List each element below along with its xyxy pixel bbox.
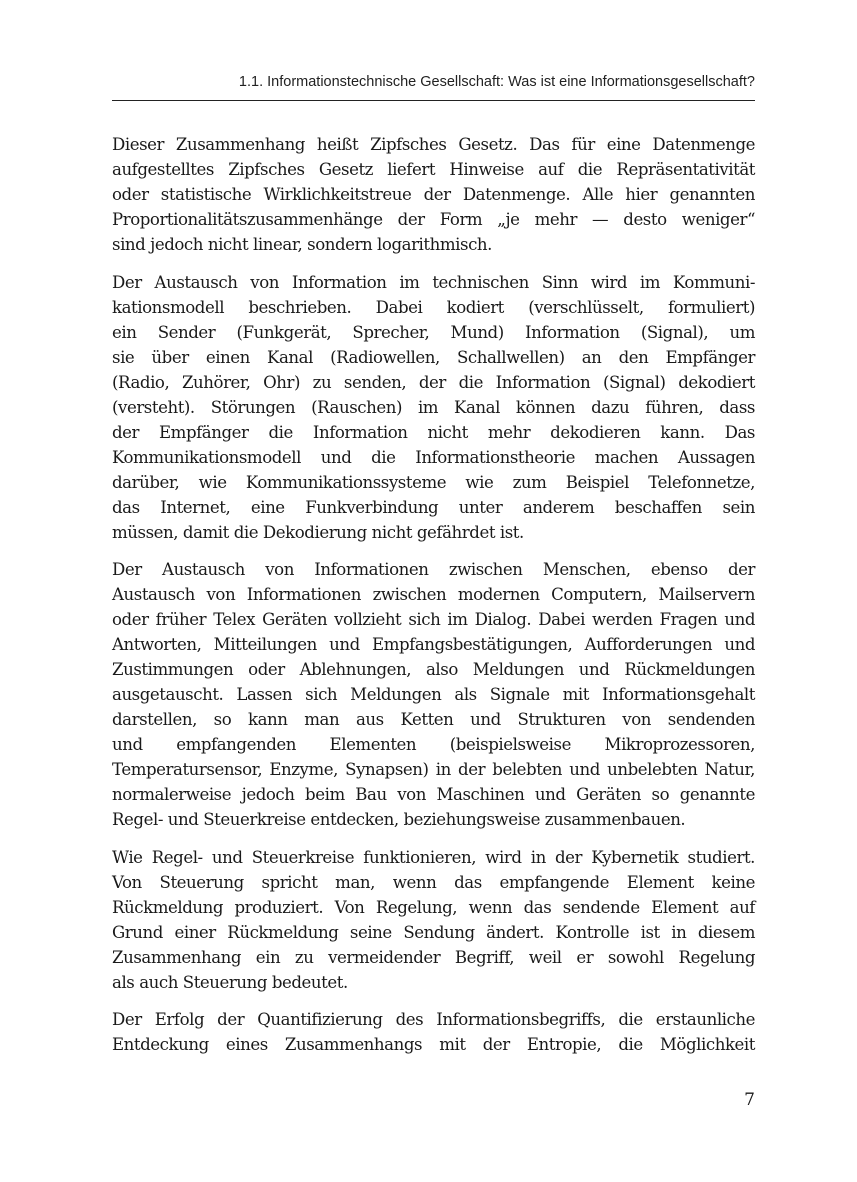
text-line: sie über einen Kanal (Radiowellen, Schallwellen) an den Empfänger	[112, 347, 755, 367]
paragraph	[112, 132, 755, 257]
text-line: darstellen, so kann man aus Ketten und Strukturen von sendenden	[112, 710, 755, 729]
text-line: Kommunikationsmodell und die Informationstheorie machen Aussagen	[112, 447, 755, 467]
text-line: Grund einer Rückmeldung seine Sendung ändert. Kontrolle ist in diesem	[112, 922, 755, 942]
text-line: ein Sender (Funkgerät, Sprecher, Mund) Information (Signal), um	[112, 322, 755, 342]
text-line: Der Erfolg der Quantifizierung des Informationsbegriffs, die erstaunliche	[112, 1010, 755, 1029]
text-line: Der Austausch von Informationen zwischen Menschen, ebenso der	[112, 560, 755, 579]
text-line: normalerweise jedoch beim Bau von Maschinen und Geräten so genannte	[112, 785, 755, 804]
text-line: müssen, damit die Dekodierung nicht gefährdet ist.	[112, 522, 524, 542]
text-line: Regel- und Steuerkreise entdecken, beziehungsweise zusammenbauen.	[112, 810, 686, 829]
page-number: 7	[744, 1090, 755, 1110]
text-line: kationsmodell beschrieben. Dabei kodiert (verschlüsselt, formuliert)	[112, 297, 755, 317]
paragraph	[112, 270, 755, 545]
text-line: Proportionalitätszusammenhänge der Form „je mehr — desto weniger“	[112, 210, 755, 229]
text-line: oder statistische Wirklichkeitstreue der Datenmenge. Alle hier genannten	[112, 185, 755, 204]
text-line: darüber, wie Kommunikationssysteme wie zum Beispiel Telefonnetze,	[112, 472, 755, 492]
header-rule	[112, 100, 755, 101]
paragraph	[112, 845, 755, 995]
text-line: und empfangenden Elementen (beispielsweise Mikroprozessoren,	[112, 735, 755, 754]
text-line: Der Austausch von Information im technischen Sinn wird im Kommuni-	[112, 272, 755, 292]
page-body	[112, 132, 755, 1070]
text-line: das Internet, eine Funkverbindung unter anderem beschaffen sein	[112, 497, 755, 517]
text-line: Zustimmungen oder Ablehnungen, also Meldungen und Rückmeldungen	[112, 660, 755, 679]
text-line: Rückmeldung produziert. Von Regelung, wenn das sendende Element auf	[112, 897, 755, 917]
running-header: 1.1. Informationstechnische Gesellschaft: Was ist eine Informationsgesellschaft?	[238, 74, 755, 90]
text-line: (versteht). Störungen (Rauschen) im Kanal können dazu führen, dass	[112, 397, 755, 417]
text-line: ausgetauscht. Lassen sich Meldungen als Signale mit Informationsgehalt	[112, 685, 755, 704]
text-line: Austausch von Informationen zwischen modernen Computern, Mailservern	[112, 585, 755, 604]
text-line: als auch Steuerung bedeutet.	[112, 972, 348, 992]
text-line: der Empfänger die Information nicht mehr dekodieren kann. Das	[112, 422, 755, 442]
text-line: Temperatursensor, Enzyme, Synapsen) in der belebten und unbelebten Natur,	[112, 760, 755, 779]
text-line: Zusammenhang ein zu vermeidender Begriff, weil er sowohl Regelung	[112, 947, 755, 967]
text-line: (Radio, Zuhörer, Ohr) zu senden, der die Information (Signal) dekodiert	[112, 372, 755, 392]
text-line: aufgestelltes Zipfsches Gesetz liefert Hinweise auf die Repräsentativität	[112, 160, 755, 179]
text-line: Entdeckung eines Zusammenhangs mit der Entropie, die Möglichkeit	[112, 1035, 755, 1054]
text-line: Dieser Zusammenhang heißt Zipfsches Gesetz. Das für eine Datenmenge	[112, 135, 755, 154]
text-line: Antworten, Mitteilungen und Empfangsbestätigungen, Aufforderungen und	[112, 635, 755, 654]
text-line: oder früher Telex Geräten vollzieht sich im Dialog. Dabei werden Fragen und	[112, 610, 755, 629]
text-line: sind jedoch nicht linear, sondern logarithmisch.	[112, 235, 492, 254]
text-line: Wie Regel- und Steuerkreise funktionieren, wird in der Kybernetik studiert.	[112, 847, 755, 867]
text-line: Von Steuerung spricht man, wenn das empfangende Element keine	[112, 872, 755, 892]
paragraph	[112, 557, 755, 832]
paragraph	[112, 1007, 755, 1057]
